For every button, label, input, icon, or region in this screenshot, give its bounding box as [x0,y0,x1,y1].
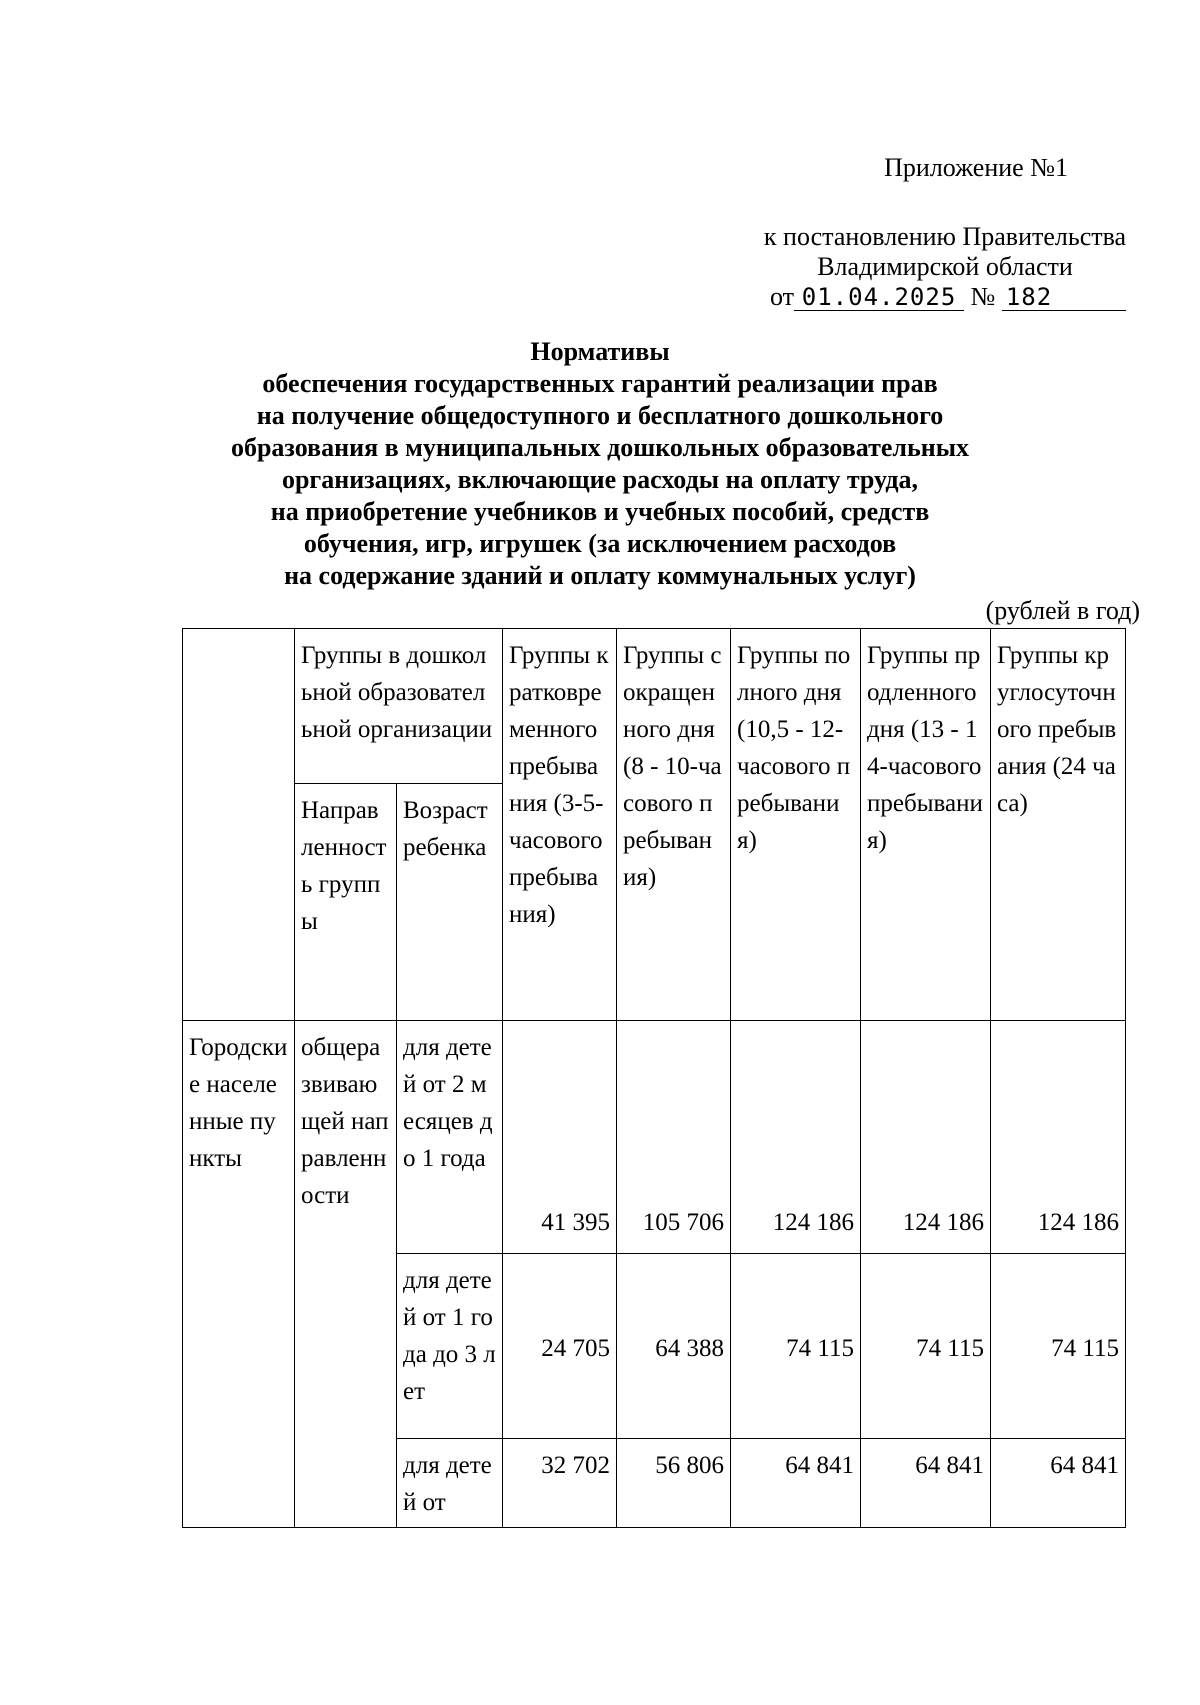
title-heading: Нормативы [530,337,670,366]
value-cell: 124 186 [861,1021,991,1254]
age-cell: для детей от [397,1439,503,1528]
value-cell: 64 841 [861,1439,991,1528]
value-cell: 64 841 [991,1439,1126,1528]
decree-reference [760,222,1130,312]
decree-line-2: Владимирской области [817,252,1073,281]
table-header-row [183,629,1126,784]
value-cell: 64 388 [617,1254,731,1439]
decree-number: 182 [1002,284,1126,311]
header-extended-day: Группы продленного дня (13 - 14-часового пребывания) [861,629,991,1021]
header-groups-in-org: Группы в дошкольной образовательной организации [295,629,503,784]
title-line: на получение общедоступного и бесплатного дошкольного [256,401,944,430]
title-line: образования в муниципальных дошкольных образовательных [230,433,970,462]
norms-table [182,628,1126,1528]
header-round-clock: Группы круглосуточного пребывания (24 часа) [991,629,1126,1021]
value-cell: 124 186 [731,1021,861,1254]
document-title [150,336,1050,592]
value-cell: 105 706 [617,1021,731,1254]
age-cell: для детей от 2 месяцев до 1 года [397,1021,503,1254]
decree-number-prefix: № [970,282,996,311]
units-label: (рублей в год) [985,596,1140,625]
header-age: Возраст ребенка [397,784,503,1021]
value-cell: 32 702 [503,1439,617,1528]
title-line: организациях, включающие расходы на оплату труда, [281,465,919,494]
value-cell: 56 806 [617,1439,731,1528]
value-cell: 124 186 [991,1021,1126,1254]
table-row [183,1021,1126,1254]
value-cell: 64 841 [731,1439,861,1528]
header-short-stay: Группы кратковременного пребывания (3-5-часового пребывания) [503,629,617,1021]
direction-cell: общеразвивающей направленности [295,1021,397,1528]
value-cell: 41 395 [503,1021,617,1254]
title-line: обеспечения государственных гарантий реализации прав [262,369,938,398]
title-line: на приобретение учебников и учебных пособий, средств [270,497,930,526]
age-cell: для детей от 1 года до 3 лет [397,1254,503,1439]
value-cell: 74 115 [861,1254,991,1439]
decree-date: 01.04.2025 [794,284,964,311]
value-cell: 74 115 [731,1254,861,1439]
header-empty-cell [183,629,295,1021]
decree-date-line [770,282,1130,312]
header-full-day: Группы полного дня (10,5 - 12-часового пребывания) [731,629,861,1021]
header-direction: Направленность группы [295,784,397,1021]
title-line: на содержание зданий и оплату коммунальных услуг) [284,561,916,590]
value-cell: 24 705 [503,1254,617,1439]
annex-label: Приложение №1 [884,153,1068,182]
value-cell: 74 115 [991,1254,1126,1439]
settlement-cell: Городские населенные пункты [183,1021,295,1528]
title-line: обучения, игр, игрушек (за исключением расходов [303,529,897,558]
decree-date-prefix: от [770,282,795,311]
decree-line-1: к постановлению Правительства [763,222,1127,251]
header-reduced-day: Группы сокращенного дня (8 - 10-часового пребывания) [617,629,731,1021]
